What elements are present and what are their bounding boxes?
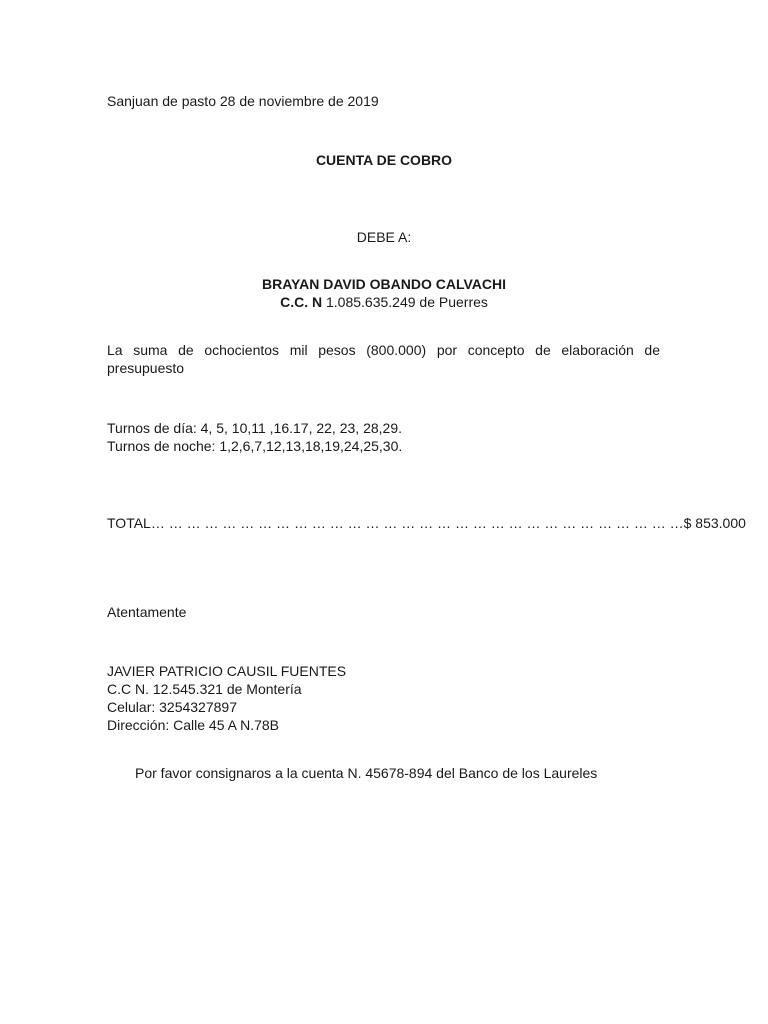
turnos-block	[107, 419, 402, 455]
turnos-noche: Turnos de noche: 1,2,6,7,12,13,18,19,24,25,30.	[107, 438, 403, 454]
concept-paragraph	[107, 341, 660, 377]
document-title: CUENTA DE COBRO	[315, 152, 453, 168]
signer-address: Dirección: Calle 45 A N.78B	[107, 717, 279, 733]
signer-phone: Celular: 3254327897	[107, 699, 237, 715]
creditor-id	[0, 293, 768, 311]
concept-line-1: La suma de ochocientos mil pesos (800.000) por concepto de elaboración de	[107, 342, 660, 358]
total-line: TOTAL… … … … … … … … … … … … … … … … … … … … … … … … … … … … … …$ 853.000	[107, 515, 746, 531]
signer-name: JAVIER PATRICIO CAUSIL FUENTES	[107, 663, 347, 679]
concept-line-2: presupuesto	[107, 360, 185, 376]
signer-block	[107, 662, 346, 734]
signer-id: C.C N. 12.545.321 de Montería	[107, 681, 302, 697]
creditor-name: BRAYAN DAVID OBANDO CALVACHI	[262, 276, 506, 292]
place-date: Sanjuan de pasto 28 de noviembre de 2019	[107, 93, 379, 109]
closing: Atentamente	[107, 604, 187, 620]
turnos-dia: Turnos de día: 4, 5, 10,11 ,16.17, 22, 23, 28,29.	[107, 420, 402, 436]
debe-a-label: DEBE A:	[356, 229, 412, 245]
creditor-id-label: C.C. N	[280, 294, 323, 310]
payment-note: Por favor consignaros a la cuenta N. 45678-894 del Banco de los Laureles	[135, 765, 598, 781]
creditor-id-value: 1.085.635.249 de Puerres	[322, 294, 488, 310]
